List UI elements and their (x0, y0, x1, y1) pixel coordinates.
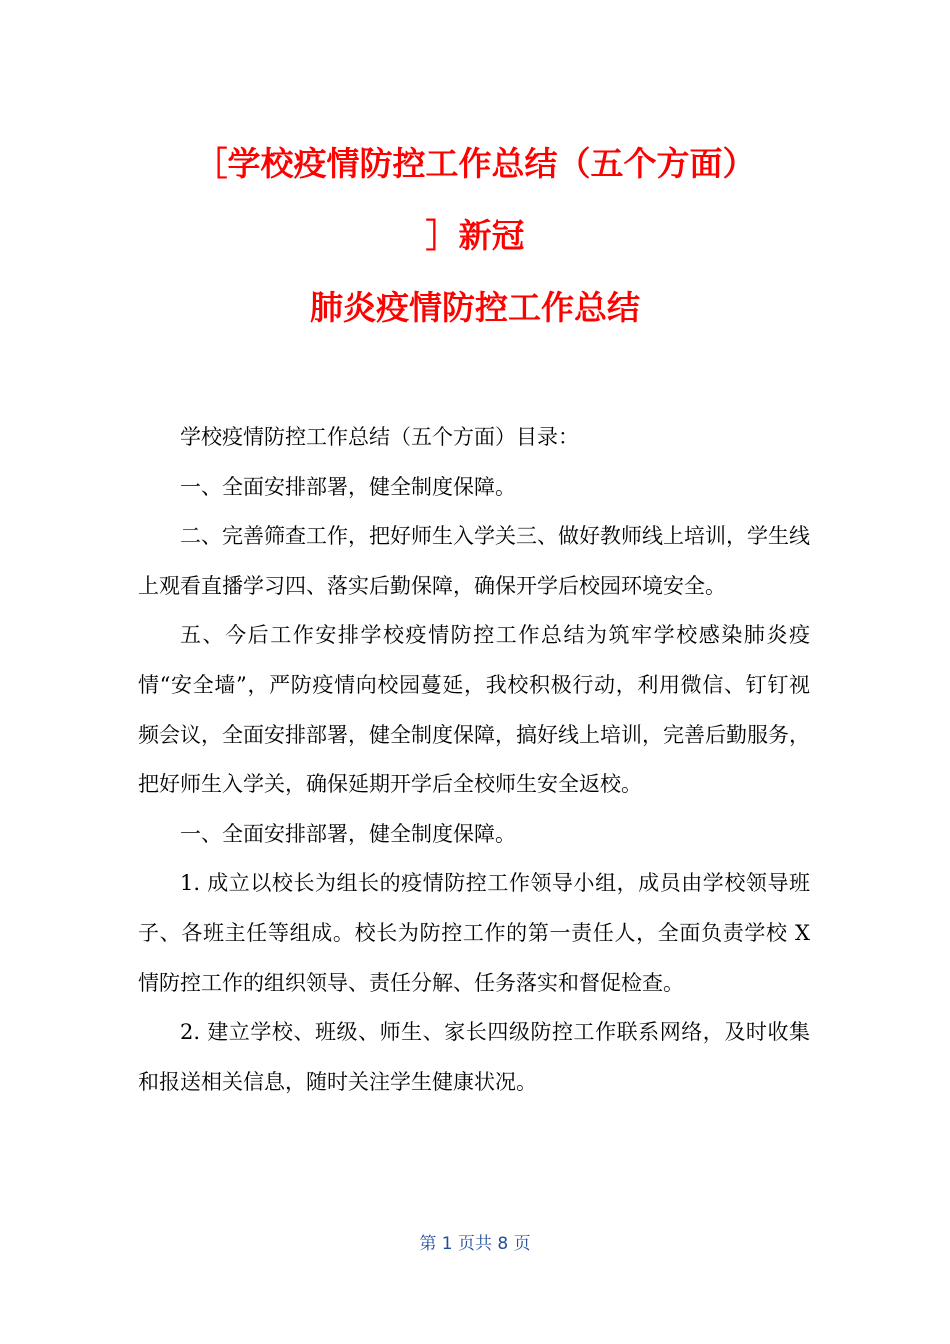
paragraph-section-1-heading: 一、全面安排部署，健全制度保障。 (180, 821, 516, 846)
page-footer: 第 1 页共 8 页 (419, 1234, 531, 1254)
paragraph-item-1: 1. 成立以校长为组长的疫情防控工作领导小组，成员由学校领导班子、各班主任等组成。校长为防控工作的第一责任人，全面负责学校 X 情防控工作的组织领导、责任分解、任务落实和督促检查。 (138, 871, 810, 995)
paragraph-section-1-toc: 一、全面安排部署，健全制度保障。 (180, 474, 516, 499)
paragraph-section-2-4-toc: 二、完善筛查工作，把好师生入学关三、做好教师线上培训，学生线上观看直播学习四、落实后勤保障，确保开学后校园环境安全。 (138, 524, 810, 598)
paragraph-section-5-intro: 五、今后工作安排学校疫情防控工作总结为筑牢学校感染肺炎疫情“安全墙”，严防疫情向校园蔓延，我校积极行动，利用微信、钉钉视频会议，全面安排部署，健全制度保障，搞好线上培训，完善后勤服务，把好师生入学关，确保延期开学后全校师生安全返校。 (138, 623, 810, 797)
title-line-1: ［学校疫情防控工作总结（五个方面） (194, 144, 756, 183)
document-body (138, 413, 810, 1107)
paragraph-item-2: 2. 建立学校、班级、师生、家长四级防控工作联系网络，及时收集和报送相关信息，随时关注学生健康状况。 (138, 1020, 810, 1094)
title-line-2: ］新冠 (425, 216, 525, 255)
title-line-3: 肺炎疫情防控工作总结 (310, 288, 640, 327)
document-title (100, 128, 850, 344)
paragraph-contents-heading: 学校疫情防控工作总结（五个方面）目录： (180, 425, 579, 449)
